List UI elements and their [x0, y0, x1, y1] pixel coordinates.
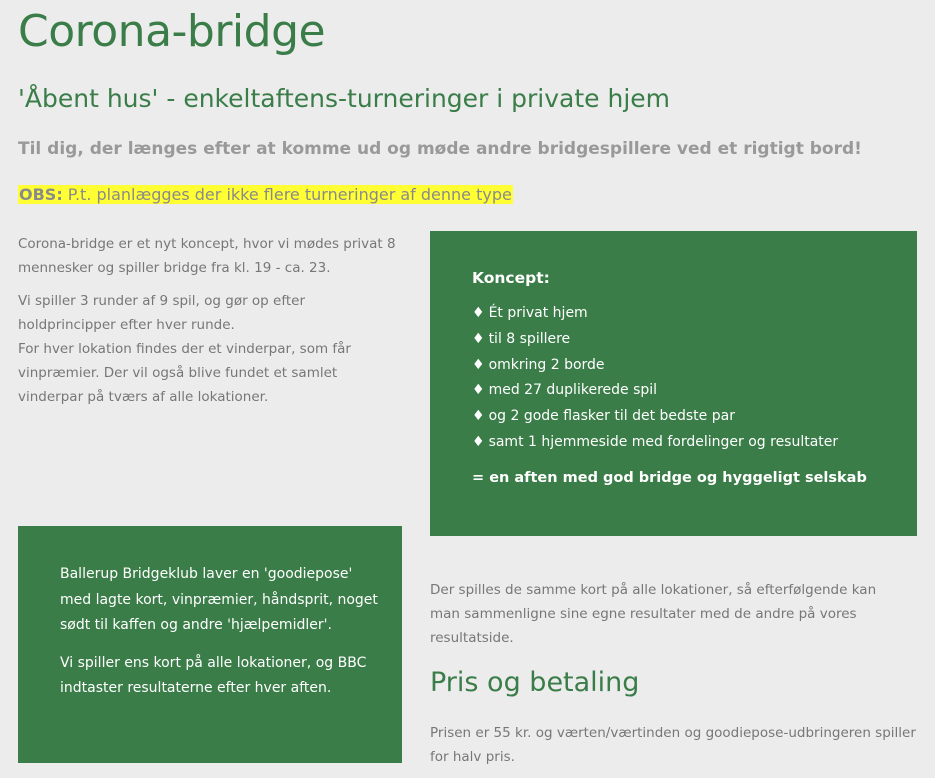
concept-box — [430, 231, 917, 536]
goodiepose-box — [18, 526, 402, 763]
concept-item: ♦ til 8 spillere — [472, 330, 571, 347]
same-cards-text: Der spilles de samme kort på alle lokationer, så efterfølgende kan man sammenligne sine egne resultater med de andre på vores resultatside. — [430, 582, 877, 646]
obs-notice — [18, 185, 513, 204]
goodiepose-paragraph-2: Vi spiller ens kort på alle lokationer, og BBC indtaster resultaterne efter hver aften. — [60, 654, 367, 696]
page-title: Corona-bridge — [18, 6, 326, 57]
concept-summary: = en aften med god bridge og hyggeligt selskab — [472, 469, 867, 486]
concept-item: ♦ samt 1 hjemmeside med fordelinger og resultater — [472, 433, 839, 450]
intro-paragraph-1: Corona-bridge er et nyt koncept, hvor vi mødes privat 8 mennesker og spiller bridge fra kl. 19 - ca. 23. — [18, 236, 396, 276]
diamond-icon: ♦ — [472, 356, 485, 373]
intro-section — [18, 232, 398, 418]
concept-item: ♦ Ét privat hjem — [472, 305, 588, 321]
diamond-icon: ♦ — [472, 382, 485, 399]
pricing-text: Prisen er 55 kr. og værten/værtinden og goodiepose-udbringeren spiller for halv pris. — [430, 725, 916, 765]
diamond-icon: ♦ — [472, 433, 485, 450]
concept-item: ♦ omkring 2 borde — [472, 356, 605, 373]
tagline: Til dig, der længes efter at komme ud og møde andre bridgespillere ved et rigtigt bord! — [18, 139, 862, 159]
intro-paragraph-2-line-1: Vi spiller 3 runder af 9 spil, og gør op efter holdprincipper efter hver runde. — [18, 293, 306, 333]
concept-item: ♦ med 27 duplikerede spil — [472, 382, 658, 399]
obs-label: OBS: — [19, 185, 63, 204]
concept-list — [472, 301, 917, 456]
diamond-icon: ♦ — [472, 305, 485, 321]
diamond-icon: ♦ — [472, 330, 485, 347]
page-subtitle: 'Åbent hus' - enkeltaftens-turneringer i private hjem — [18, 84, 671, 113]
concept-title: Koncept: — [472, 269, 550, 287]
concept-item: ♦ og 2 gode flasker til det bedste par — [472, 408, 735, 425]
goodiepose-paragraph-1: Ballerup Bridgeklub laver en 'goodiepose' med lagte kort, vinpræmier, håndsprit, noget sødt til kaffen og andre 'hjælpemidler'. — [60, 566, 378, 633]
pricing-heading: Pris og betaling — [430, 667, 640, 698]
intro-paragraph-2-line-2: For hver lokation findes der et vinderpar, som får vinpræmier. Der vil også blive fundet et samlet vinderpar på tværs af alle lokationer. — [18, 341, 351, 405]
diamond-icon: ♦ — [472, 408, 485, 425]
obs-text: P.t. planlægges der ikke flere turneringer af denne type — [62, 185, 512, 204]
intro-paragraph-2 — [18, 289, 398, 409]
